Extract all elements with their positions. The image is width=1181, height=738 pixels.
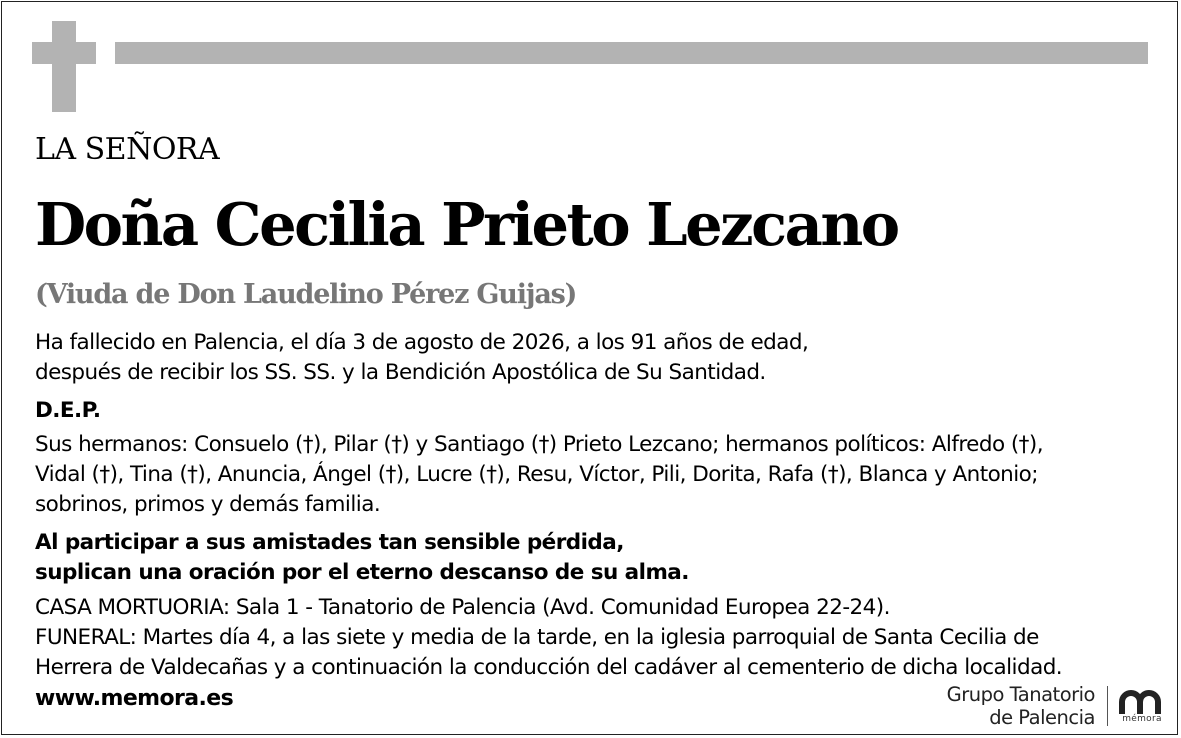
prayer-request xyxy=(35,528,689,588)
header-bar xyxy=(115,42,1148,64)
death-notice xyxy=(35,328,808,388)
family-list xyxy=(35,430,1043,520)
arrangements-line: CASA MORTUORIA: Sala 1 - Tanatorio de Palencia (Avd. Comunidad Europea 22-24). xyxy=(35,595,890,620)
dep: D.E.P. xyxy=(35,398,101,423)
brand-divider xyxy=(1107,686,1108,726)
prayer-request-line: suplican una oración por el eterno descanso de su alma. xyxy=(35,560,689,585)
memora-logo-text: mémora xyxy=(1122,714,1162,724)
prayer-request-line: Al participar a sus amistades tan sensible pérdida, xyxy=(35,530,624,555)
arrangements-line: Herrera de Valdecañas y a continuación la conducción del cadáver al cementerio de dicha localidad. xyxy=(35,655,1063,680)
brand-line-1: Grupo Tanatorio xyxy=(946,683,1095,706)
family-line: Sus hermanos: Consuelo (†), Pilar (†) y Santiago (†) Prieto Lezcano; hermanos políticos: Alfredo (†), xyxy=(35,432,1043,457)
brand-line-2: de Palencia xyxy=(989,706,1095,729)
arrangements xyxy=(35,593,1062,683)
deceased-name: Doña Cecilia Prieto Lezcano xyxy=(35,190,898,259)
arrangements-line: FUNERAL: Martes día 4, a las siete y media de la tarde, en la iglesia parroquial de Santa Cecilia de xyxy=(35,625,1039,650)
death-notice-line: Ha fallecido en Palencia, el día 3 de agosto de 2026, a los 91 años de edad, xyxy=(35,330,809,355)
honorific: LA SEÑORA xyxy=(35,132,220,167)
website-link[interactable]: www.memora.es xyxy=(35,686,234,711)
family-line: sobrinos, primos y demás familia. xyxy=(35,492,381,517)
cross-horizontal xyxy=(32,42,96,64)
cross-vertical xyxy=(52,21,76,112)
brand-name xyxy=(902,683,1095,729)
death-notice-line: después de recibir los SS. SS. y la Bendición Apostólica de Su Santidad. xyxy=(35,360,766,385)
family-line: Vidal (†), Tina (†), Anuncia, Ángel (†), Lucre (†), Resu, Víctor, Pili, Dorita, Rafa (†), Blanca y Antonio; xyxy=(35,462,1038,487)
widow-of: (Viuda de Don Laudelino Pérez Guijas) xyxy=(35,279,577,310)
